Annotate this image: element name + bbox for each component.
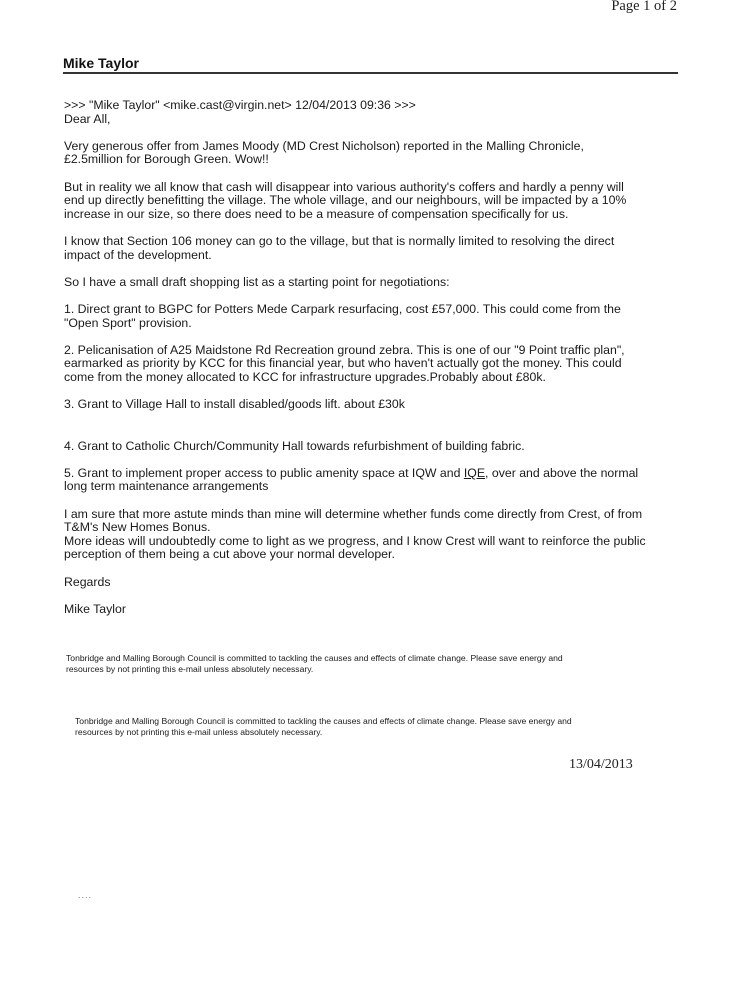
disclaimer-2-line-1: Tonbridge and Malling Borough Council is committed to tackling the causes and effects of climate change. Please save energy and [75, 716, 572, 726]
iqe-underlined-text: IQE [463, 465, 486, 480]
paragraph-1-line-2: £2.5million for Borough Green. Wow!! [64, 152, 269, 167]
list-item-5-line-2: long term maintenance arrangements [64, 479, 269, 494]
paragraph-3-line-1: I know that Section 106 money can go to the village, but that is normally limited to resolving the direct [64, 233, 615, 248]
list-item-5-line-1 [64, 467, 664, 481]
paragraph-4: So I have a small draft shopping list as a starting point for negotiations: [64, 274, 450, 289]
disclaimer-2-line-2: resources by not printing this e-mail unless absolutely necessary. [75, 727, 323, 737]
list-item-2-line-2: earmarked as priority by KCC for this financial year, but who haven't actually got the money. This could [64, 356, 622, 371]
list-item-4: 4. Grant to Catholic Church/Community Hall towards refurbishment of building fabric. [64, 438, 525, 453]
sign-off: Regards [64, 574, 111, 589]
paragraph-5-line-2: T&M's New Homes Bonus. [64, 520, 211, 535]
sender-name-heading: Mike Taylor [63, 55, 139, 71]
paragraph-3-line-2: impact of the development. [64, 247, 212, 262]
received-date-stamp: 13/04/2013 [569, 757, 633, 772]
paragraph-5-line-4: perception of them being a cut above your normal developer. [64, 547, 395, 562]
paragraph-5-line-1: I am sure that more astute minds than mine will determine whether funds come directly from Crest, of from [64, 506, 643, 521]
list-item-2-line-1: 2. Pelicanisation of A25 Maidstone Rd Recreation ground zebra. This is one of our "9 Point traffic plan", [64, 342, 625, 357]
list-item-5-text-b: , over and above the normal [485, 465, 639, 480]
disclaimer-2 [75, 716, 675, 738]
email-body [64, 99, 664, 616]
signature-name: Mike Taylor [64, 601, 126, 616]
quoted-header-line: >>> "Mike Taylor" <mike.cast@virgin.net> 12/04/2013 09:36 >>> [64, 98, 416, 112]
page-number: Page 1 of 2 [611, 0, 677, 14]
paragraph-2-line-1: But in reality we all know that cash will disappear into various authority's coffers and hardly a penny will [64, 179, 624, 194]
paragraph-1-line-1: Very generous offer from James Moody (MD Crest Nicholson) reported in the Malling Chronicle, [64, 138, 584, 153]
disclaimer-1 [66, 653, 666, 675]
list-item-5-text-a: 5. Grant to implement proper access to public amenity space at IQW and [64, 465, 464, 480]
header-rule [63, 72, 678, 74]
footer-dots: .... [78, 890, 93, 900]
paragraph-2-line-2: end up directly benefitting the village. The whole village, and our neighbours, will be impacted by a 10% [64, 193, 627, 208]
paragraph-2-line-3: increase in our size, so there does need to be a measure of compensation specifically for us. [64, 206, 569, 221]
disclaimer-1-line-1: Tonbridge and Malling Borough Council is committed to tackling the causes and effects of climate change. Please save energy and [66, 653, 563, 663]
list-item-1-line-1: 1. Direct grant to BGPC for Potters Mede Carpark resurfacing, cost £57,000. This could come from the [64, 301, 621, 316]
disclaimer-1-line-2: resources by not printing this e-mail unless absolutely necessary. [66, 664, 314, 674]
list-item-3: 3. Grant to Village Hall to install disabled/goods lift. about £30k [64, 397, 405, 412]
greeting: Dear All, [64, 111, 111, 126]
list-item-2-line-3: come from the money allocated to KCC for infrastructure upgrades.Probably about £80k. [64, 369, 546, 384]
list-item-1-line-2: "Open Sport" provision. [64, 315, 192, 330]
paragraph-5-line-3: More ideas will undoubtedly come to light as we progress, and I know Crest will want to reinforce the public [64, 533, 646, 548]
